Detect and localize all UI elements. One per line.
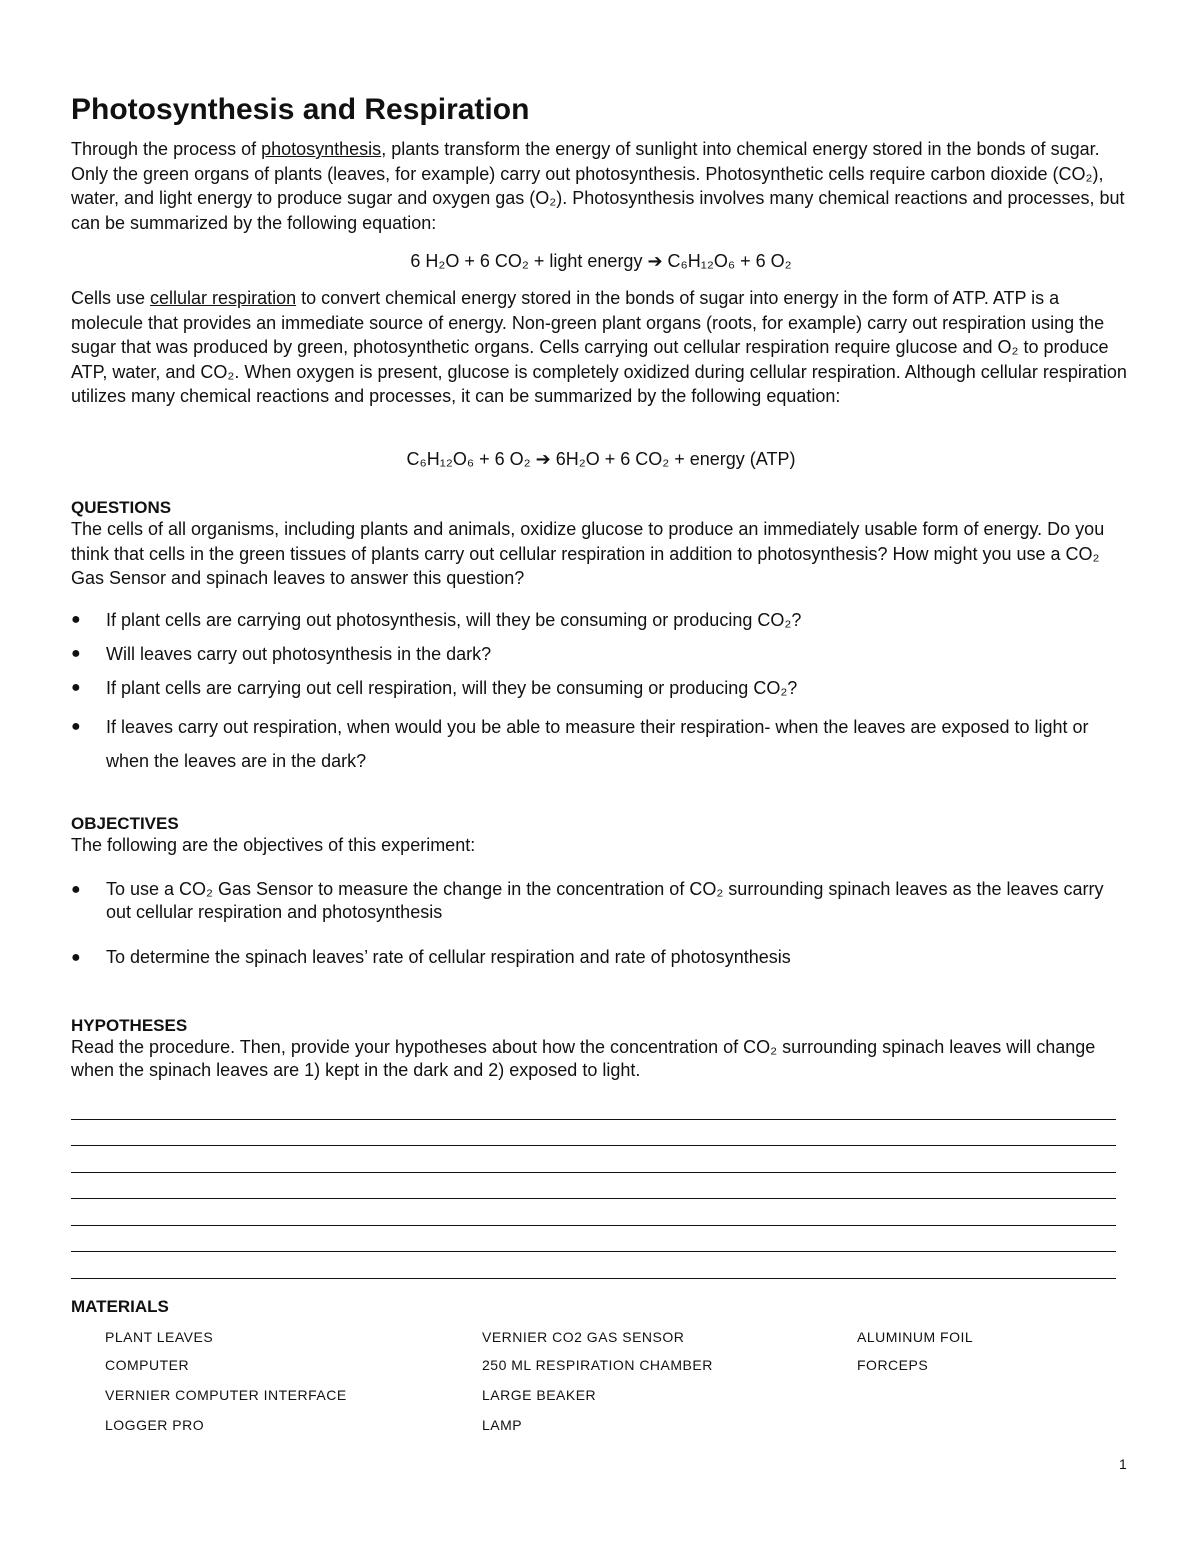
term-photosynthesis: photosynthesis [261, 139, 382, 159]
bullet-icon: ● [71, 645, 81, 662]
respiration-equation: C₆H₁₂O₆ + 6 O₂ ➔ 6H₂O + 6 CO₂ + energy (ATP) [406, 449, 796, 469]
material-item: LARGE BEAKER [482, 1387, 597, 1403]
questions-list [71, 608, 1131, 778]
materials-heading: MATERIALS [71, 1297, 169, 1316]
material-item: COMPUTER [105, 1357, 190, 1373]
questions-text: The cells of all organisms, including plants and animals, oxidize glucose to produce an immediately usable form of energy. Do you think that cells in the green tissues of plants carry out cellular respiration in addition to photosynthesis? How might you use a CO₂ Gas Sensor and spinach leaves to answer this question? [71, 519, 1105, 588]
material-item: LAMP [482, 1417, 523, 1433]
objectives-list [71, 878, 1131, 969]
respiration-text-1: Cells use [71, 288, 151, 308]
answer-line[interactable] [71, 1093, 1116, 1120]
objectives-heading: OBJECTIVES [71, 814, 179, 833]
answer-line[interactable] [71, 1199, 1116, 1226]
hypotheses-heading: HYPOTHESES [71, 1016, 188, 1035]
answer-line[interactable] [71, 1252, 1116, 1279]
material-item: VERNIER CO2 GAS SENSOR [482, 1329, 685, 1345]
material-item: PLANT LEAVES [105, 1329, 214, 1345]
material-item: ALUMINUM FOIL [857, 1329, 974, 1345]
questions-heading: QUESTIONS [71, 498, 172, 517]
respiration-paragraph [71, 286, 1131, 409]
answer-line[interactable] [71, 1120, 1116, 1147]
answer-line[interactable] [71, 1173, 1116, 1200]
intro-text-1: Through the process of [71, 139, 262, 159]
question-item: ● If leaves carry out respiration, when would you be able to measure their respiration- when the leaves are exposed to light or when the leaves are in the dark? [71, 710, 1131, 778]
question-item: ● If plant cells are carrying out cell respiration, will they be consuming or producing CO₂? [71, 678, 798, 698]
objective-item: ● To determine the spinach leaves’ rate of cellular respiration and rate of photosynthesis [71, 947, 791, 967]
answer-lines[interactable] [71, 1093, 1116, 1279]
objectives-text: The following are the objectives of this experiment: [71, 835, 476, 855]
page-title: Photosynthesis and Respiration [71, 93, 530, 126]
objective-item: ● To use a CO₂ Gas Sensor to measure the change in the concentration of CO₂ surrounding spinach leaves as the leaves carry out cellular respiration and photosynthesis [71, 879, 1104, 922]
intro-text-2: , plants transform the energy of sunlight into chemical energy stored in the bonds of sugar. Only the green organs of plants (leaves, for example) carry out photosynthesis. Photosynthetic cells require carbon dioxide (CO₂), water, and light energy to produce sugar and oxygen gas (O₂). Photosynthesis involves many chemical reactions and processes, but can be summarized by the following equation: [71, 139, 1125, 233]
material-item: VERNIER COMPUTER INTERFACE [105, 1387, 347, 1403]
photosynthesis-equation: 6 H₂O + 6 CO₂ + light energy ➔ C₆H₁₂O₆ + 6 O₂ [410, 251, 792, 271]
answer-line[interactable] [71, 1226, 1116, 1253]
term-cellular-respiration: cellular respiration [150, 288, 297, 308]
question-item: ● If plant cells are carrying out photosynthesis, will they be consuming or producing CO₂? [71, 610, 802, 630]
bullet-icon: ● [71, 949, 81, 966]
bullet-icon: ● [71, 718, 81, 735]
hypotheses-text: Read the procedure. Then, provide your hypotheses about how the concentration of CO₂ surrounding spinach leaves will change when the spinach leaves are 1) kept in the dark and 2) exposed to light. [71, 1037, 1096, 1080]
question-item: ● Will leaves carry out photosynthesis in the dark? [71, 644, 492, 664]
answer-line[interactable] [71, 1146, 1116, 1173]
material-item: LOGGER PRO [105, 1417, 205, 1433]
page-number: 1 [1119, 1456, 1127, 1472]
material-item: 250 ML RESPIRATION CHAMBER [482, 1357, 713, 1373]
bullet-icon: ● [71, 679, 81, 696]
respiration-text-2: to convert chemical energy stored in the bonds of sugar into energy in the form of ATP. ATP is a molecule that provides an immediate source of energy. Non-green plant organs (roots, for example) carry out respiration using the sugar that was produced by green, photosynthetic organs. Cells carrying out cellular respiration require glucose and O₂ to produce ATP, water, and CO₂. When oxygen is present, glucose is completely oxidized during cellular respiration. Although cellular respiration utilizes many chemical reactions and processes, it can be summarized by the following equation: [71, 288, 1127, 406]
intro-paragraph [71, 137, 1131, 235]
bullet-icon: ● [71, 611, 81, 628]
bullet-icon: ● [71, 881, 81, 898]
material-item: FORCEPS [857, 1357, 929, 1373]
